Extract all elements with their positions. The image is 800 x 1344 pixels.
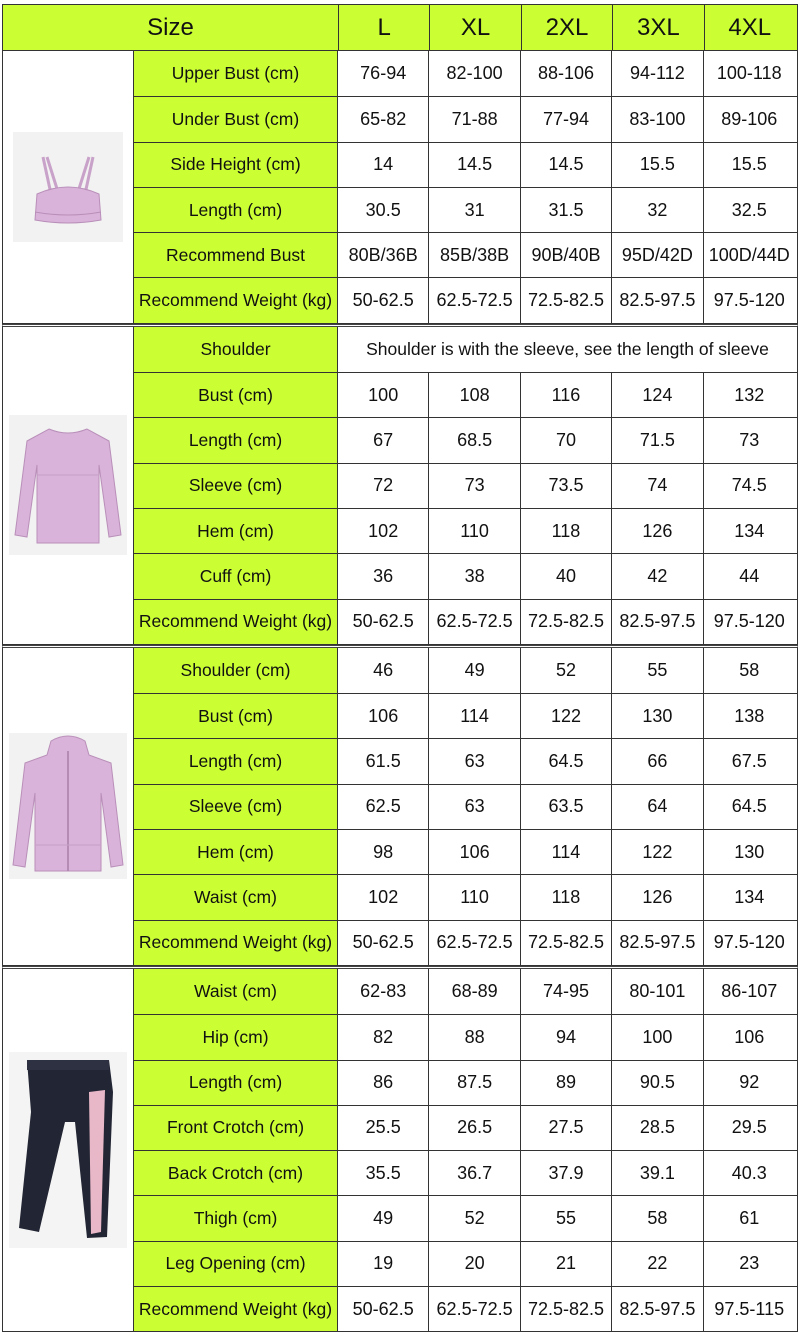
measurement-value: 64.5 bbox=[731, 796, 767, 817]
table-row bbox=[134, 784, 797, 829]
measurement-value: 124 bbox=[612, 373, 703, 417]
measurement-value: 22 bbox=[612, 1242, 703, 1286]
measurement-value: 61.5 bbox=[338, 739, 429, 783]
measurement-value: 100-118 bbox=[716, 63, 782, 84]
measurement-value: 49 bbox=[338, 1196, 429, 1240]
measurement-rows bbox=[134, 648, 797, 965]
measurement-value: 132 bbox=[734, 384, 765, 405]
measurement-value: 50-62.5 bbox=[338, 278, 429, 322]
size-col-4xl: 4XL bbox=[704, 5, 795, 50]
measurement-value: 73 bbox=[429, 464, 520, 508]
size-col-3xl: 3XL bbox=[612, 5, 703, 50]
measurement-value: 106 bbox=[734, 1026, 765, 1047]
table-row bbox=[134, 51, 797, 96]
measurement-value: 40.3 bbox=[731, 1162, 767, 1183]
measurement-label: Recommend Weight (kg) bbox=[134, 600, 338, 644]
table-row bbox=[134, 829, 797, 874]
measurement-label: Back Crotch (cm) bbox=[134, 1151, 338, 1195]
measurement-value: 14 bbox=[338, 143, 429, 187]
measurement-value: 62.5 bbox=[338, 785, 429, 829]
measurement-value: 82.5-97.5 bbox=[612, 921, 703, 965]
measurement-value: 97.5-120 bbox=[713, 932, 785, 953]
measurement-value: 86-107 bbox=[721, 981, 778, 1002]
table-row bbox=[134, 1195, 797, 1240]
measurement-rows bbox=[134, 969, 797, 1331]
measurement-label: Sleeve (cm) bbox=[134, 785, 338, 829]
measurement-value: 23 bbox=[739, 1253, 760, 1274]
measurement-value: 73.5 bbox=[521, 464, 612, 508]
measurement-value: 58 bbox=[612, 1196, 703, 1240]
measurement-value: 122 bbox=[521, 694, 612, 738]
table-row bbox=[134, 187, 797, 232]
measurement-label: Length (cm) bbox=[134, 1061, 338, 1105]
measurement-value: 36.7 bbox=[429, 1151, 520, 1195]
table-row bbox=[134, 277, 797, 322]
measurement-value: 82.5-97.5 bbox=[612, 600, 703, 644]
product-section bbox=[2, 51, 798, 324]
leggings-icon bbox=[9, 1052, 127, 1248]
measurement-label: Side Height (cm) bbox=[134, 143, 338, 187]
measurement-value: 55 bbox=[612, 648, 703, 693]
measurement-label: Thigh (cm) bbox=[134, 1196, 338, 1240]
measurement-label: Hip (cm) bbox=[134, 1015, 338, 1059]
measurement-value: 72.5-82.5 bbox=[521, 1287, 612, 1331]
measurement-value: 87.5 bbox=[429, 1061, 520, 1105]
measurement-label: Under Bust (cm) bbox=[134, 97, 338, 141]
measurement-value: 74-95 bbox=[521, 969, 612, 1014]
measurement-label: Recommend Weight (kg) bbox=[134, 1287, 338, 1331]
measurement-label: Bust (cm) bbox=[134, 694, 338, 738]
measurement-value: 66 bbox=[612, 739, 703, 783]
table-row bbox=[134, 1105, 797, 1150]
measurement-value: 77-94 bbox=[521, 97, 612, 141]
measurement-value: 72.5-82.5 bbox=[521, 921, 612, 965]
measurement-value: 86 bbox=[338, 1061, 429, 1105]
measurement-value: 14.5 bbox=[429, 143, 520, 187]
measurement-value: 72.5-82.5 bbox=[521, 278, 612, 322]
measurement-label: Bust (cm) bbox=[134, 373, 338, 417]
measurement-value: 88 bbox=[429, 1015, 520, 1059]
bra-icon bbox=[13, 132, 123, 242]
measurement-label: Shoulder (cm) bbox=[134, 648, 338, 693]
measurement-value: 74 bbox=[612, 464, 703, 508]
measurement-value: 114 bbox=[521, 830, 612, 874]
measurement-value: 15.5 bbox=[612, 143, 703, 187]
measurement-value: 25.5 bbox=[338, 1106, 429, 1150]
measurement-value: 106 bbox=[429, 830, 520, 874]
measurement-value: 61 bbox=[739, 1208, 760, 1229]
measurement-value: 52 bbox=[521, 648, 612, 693]
measurement-value: 52 bbox=[429, 1196, 520, 1240]
measurement-value: 85B/38B bbox=[429, 233, 520, 277]
measurement-value: 108 bbox=[429, 373, 520, 417]
measurement-value: 38 bbox=[429, 554, 520, 598]
measurement-value: 73 bbox=[739, 430, 760, 451]
table-row bbox=[134, 693, 797, 738]
measurement-label: Length (cm) bbox=[134, 188, 338, 232]
size-header-row bbox=[2, 4, 798, 51]
measurement-value: 49 bbox=[429, 648, 520, 693]
measurement-value: 90B/40B bbox=[521, 233, 612, 277]
measurement-value: 68.5 bbox=[429, 418, 520, 462]
measurement-label: Hem (cm) bbox=[134, 830, 338, 874]
measurement-value: 64.5 bbox=[521, 739, 612, 783]
measurement-value: 62-83 bbox=[338, 969, 429, 1014]
table-row bbox=[134, 920, 797, 965]
measurement-value: 98 bbox=[338, 830, 429, 874]
size-col-xl: XL bbox=[429, 5, 520, 50]
measurement-value: 44 bbox=[739, 565, 760, 586]
measurement-value: 19 bbox=[338, 1242, 429, 1286]
measurement-label: Sleeve (cm) bbox=[134, 464, 338, 508]
measurement-label: Recommend Bust bbox=[134, 233, 338, 277]
product-section bbox=[2, 324, 798, 645]
measurement-value: 27.5 bbox=[521, 1106, 612, 1150]
measurement-label: Recommend Weight (kg) bbox=[134, 278, 338, 322]
measurement-label: Length (cm) bbox=[134, 739, 338, 783]
table-row bbox=[134, 1060, 797, 1105]
measurement-value: 102 bbox=[338, 509, 429, 553]
measurement-value: 97.5-120 bbox=[713, 290, 785, 311]
measurement-value: 126 bbox=[612, 875, 703, 919]
product-image bbox=[3, 969, 134, 1331]
measurement-value: 110 bbox=[429, 509, 520, 553]
measurement-value: 36 bbox=[338, 554, 429, 598]
measurement-value: 138 bbox=[734, 705, 765, 726]
measurement-value: 62.5-72.5 bbox=[429, 921, 520, 965]
measurement-value: 32 bbox=[612, 188, 703, 232]
measurement-value: 71-88 bbox=[429, 97, 520, 141]
measurement-value: 50-62.5 bbox=[338, 600, 429, 644]
measurement-value: 76-94 bbox=[338, 51, 429, 96]
measurement-value: 70 bbox=[521, 418, 612, 462]
measurement-label: Waist (cm) bbox=[134, 969, 338, 1014]
measurement-value: 130 bbox=[734, 841, 765, 862]
measurement-value: 97.5-120 bbox=[713, 611, 785, 632]
measurement-label: Recommend Weight (kg) bbox=[134, 921, 338, 965]
measurement-value: 30.5 bbox=[338, 188, 429, 232]
measurement-value: 100D/44D bbox=[708, 244, 790, 265]
measurement-value: 130 bbox=[612, 694, 703, 738]
measurement-value: 32.5 bbox=[731, 199, 767, 220]
size-chart bbox=[2, 4, 798, 1332]
measurement-label: Front Crotch (cm) bbox=[134, 1106, 338, 1150]
measurement-label: Length (cm) bbox=[134, 418, 338, 462]
measurement-rows bbox=[134, 51, 797, 323]
measurement-value: 40 bbox=[521, 554, 612, 598]
measurement-rows bbox=[134, 327, 797, 644]
product-image bbox=[3, 51, 134, 323]
measurement-value: 94-112 bbox=[612, 51, 703, 96]
measurement-value: 62.5-72.5 bbox=[429, 600, 520, 644]
measurement-value: 100 bbox=[338, 373, 429, 417]
measurement-value: 15.5 bbox=[731, 154, 767, 175]
measurement-value: 82 bbox=[338, 1015, 429, 1059]
table-row bbox=[134, 327, 797, 372]
measurement-value: 62.5-72.5 bbox=[429, 278, 520, 322]
measurement-value: 74.5 bbox=[731, 475, 767, 496]
measurement-value: 82.5-97.5 bbox=[612, 1287, 703, 1331]
table-row bbox=[134, 648, 797, 693]
measurement-value: 80-101 bbox=[612, 969, 703, 1014]
measurement-value: 122 bbox=[612, 830, 703, 874]
product-section bbox=[2, 966, 798, 1332]
measurement-value: 58 bbox=[739, 660, 760, 680]
measurement-value: 29.5 bbox=[731, 1117, 767, 1138]
measurement-value: 116 bbox=[521, 373, 612, 417]
size-sections bbox=[2, 51, 798, 1332]
table-row bbox=[134, 232, 797, 277]
long-sleeve-top-icon bbox=[9, 415, 127, 555]
measurement-value: 26.5 bbox=[429, 1106, 520, 1150]
measurement-value: 114 bbox=[429, 694, 520, 738]
table-row bbox=[134, 463, 797, 508]
measurement-value: 90.5 bbox=[612, 1061, 703, 1105]
size-header-title: Size bbox=[147, 13, 194, 41]
product-image bbox=[3, 327, 134, 644]
measurement-value: 35.5 bbox=[338, 1151, 429, 1195]
measurement-value: 82-100 bbox=[429, 51, 520, 96]
measurement-value: 102 bbox=[338, 875, 429, 919]
measurement-value: 63 bbox=[429, 785, 520, 829]
table-row bbox=[134, 553, 797, 598]
measurement-value: 89 bbox=[521, 1061, 612, 1105]
size-col-2xl: 2XL bbox=[521, 5, 612, 50]
measurement-value: 118 bbox=[521, 509, 612, 553]
table-row bbox=[134, 1286, 797, 1331]
measurement-value: 63.5 bbox=[521, 785, 612, 829]
measurement-value: 72.5-82.5 bbox=[521, 600, 612, 644]
table-row bbox=[134, 1241, 797, 1286]
table-row bbox=[134, 599, 797, 644]
measurement-value: 83-100 bbox=[612, 97, 703, 141]
size-col-l: L bbox=[338, 5, 429, 50]
measurement-value: 118 bbox=[521, 875, 612, 919]
measurement-value: 94 bbox=[521, 1015, 612, 1059]
measurement-value: 50-62.5 bbox=[338, 1287, 429, 1331]
measurement-value: 31.5 bbox=[521, 188, 612, 232]
measurement-value: 68-89 bbox=[429, 969, 520, 1014]
measurement-value: 106 bbox=[338, 694, 429, 738]
measurement-note: Shoulder is with the sleeve, see the length of sleeve bbox=[366, 338, 769, 359]
measurement-label: Upper Bust (cm) bbox=[134, 51, 338, 96]
table-row bbox=[134, 874, 797, 919]
hooded-jacket-icon bbox=[9, 733, 127, 879]
measurement-value: 46 bbox=[338, 648, 429, 693]
measurement-value: 31 bbox=[429, 188, 520, 232]
measurement-value: 62.5-72.5 bbox=[429, 1287, 520, 1331]
table-row bbox=[134, 1150, 797, 1195]
measurement-value: 89-106 bbox=[721, 108, 778, 129]
measurement-value: 37.9 bbox=[521, 1151, 612, 1195]
measurement-label: Waist (cm) bbox=[134, 875, 338, 919]
table-row bbox=[134, 96, 797, 141]
measurement-value: 92 bbox=[739, 1072, 760, 1093]
measurement-label: Shoulder bbox=[134, 327, 338, 372]
table-row bbox=[134, 142, 797, 187]
measurement-value: 71.5 bbox=[612, 418, 703, 462]
measurement-value: 95D/42D bbox=[612, 233, 703, 277]
measurement-value: 110 bbox=[429, 875, 520, 919]
measurement-value: 14.5 bbox=[521, 143, 612, 187]
measurement-value: 134 bbox=[734, 886, 765, 907]
measurement-label: Hem (cm) bbox=[134, 509, 338, 553]
measurement-value: 20 bbox=[429, 1242, 520, 1286]
measurement-value: 134 bbox=[734, 520, 765, 541]
measurement-value: 64 bbox=[612, 785, 703, 829]
measurement-value: 82.5-97.5 bbox=[612, 278, 703, 322]
measurement-value: 72 bbox=[338, 464, 429, 508]
table-row bbox=[134, 372, 797, 417]
measurement-value: 39.1 bbox=[612, 1151, 703, 1195]
measurement-value: 63 bbox=[429, 739, 520, 783]
measurement-label: Cuff (cm) bbox=[134, 554, 338, 598]
measurement-value: 126 bbox=[612, 509, 703, 553]
product-section bbox=[2, 645, 798, 966]
measurement-value: 67.5 bbox=[731, 751, 767, 772]
product-image bbox=[3, 648, 134, 965]
measurement-value: 21 bbox=[521, 1242, 612, 1286]
measurement-value: 100 bbox=[612, 1015, 703, 1059]
measurement-value: 88-106 bbox=[521, 51, 612, 96]
table-row bbox=[134, 417, 797, 462]
table-row bbox=[134, 969, 797, 1014]
measurement-value: 50-62.5 bbox=[338, 921, 429, 965]
measurement-value: 42 bbox=[612, 554, 703, 598]
measurement-value: 65-82 bbox=[338, 97, 429, 141]
measurement-value: 67 bbox=[338, 418, 429, 462]
measurement-label: Leg Opening (cm) bbox=[134, 1242, 338, 1286]
measurement-value: 28.5 bbox=[612, 1106, 703, 1150]
measurement-value: 55 bbox=[521, 1196, 612, 1240]
table-row bbox=[134, 1014, 797, 1059]
table-row bbox=[134, 508, 797, 553]
measurement-value: 97.5-115 bbox=[714, 1298, 785, 1319]
measurement-value: 80B/36B bbox=[338, 233, 429, 277]
table-row bbox=[134, 738, 797, 783]
